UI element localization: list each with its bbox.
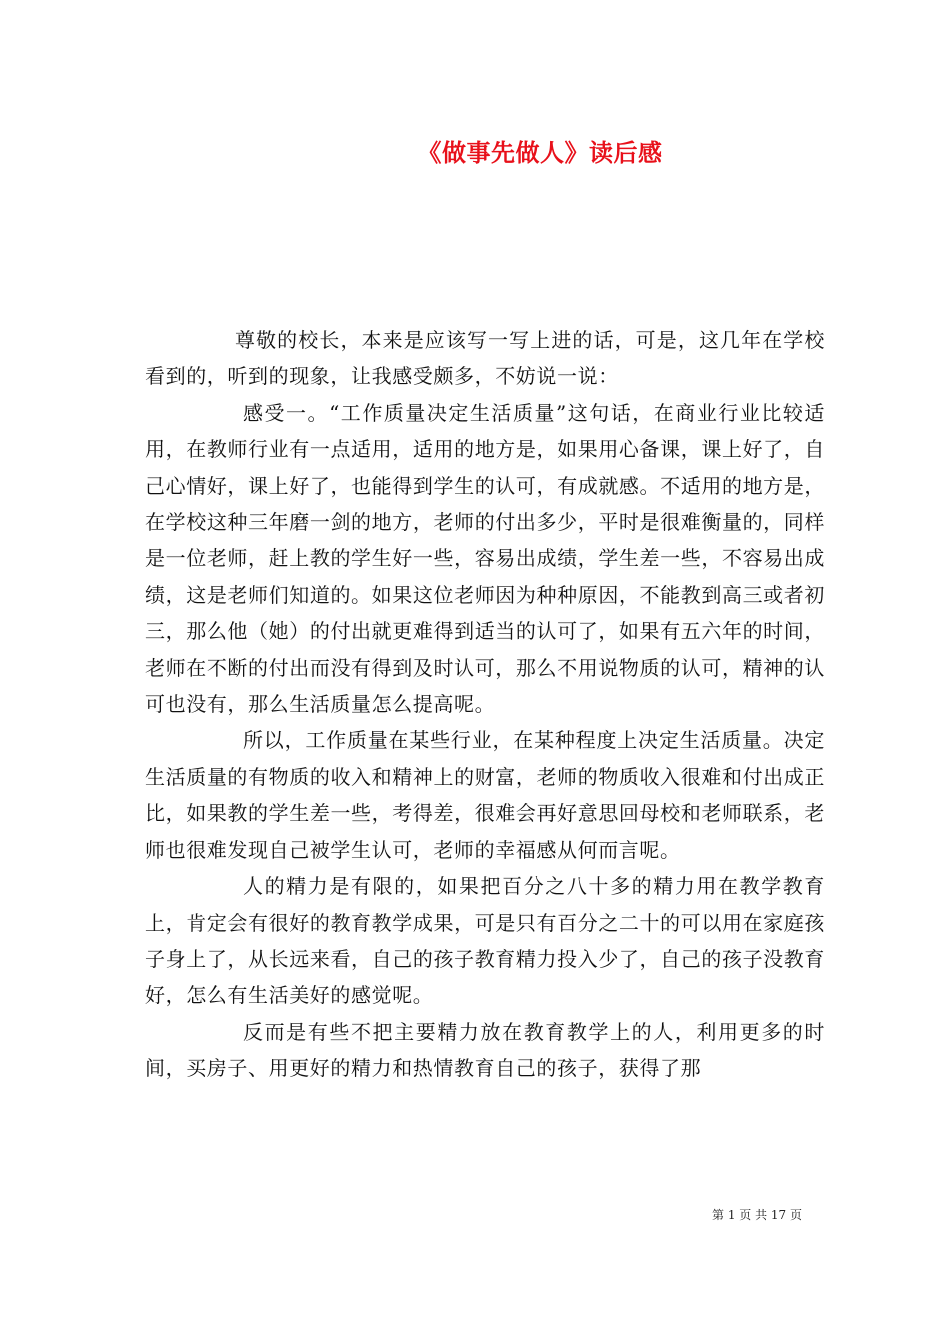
paragraph-so: 所以，工作质量在某些行业，在某种程度上决定生活质量。决定生活质量的有物质的收入和精神上的财富，老师的物质收入很难和付出成正比，如果教的学生差一些，考得差，很难会再好意思回母校和老师联系，老师也很难发现自己被学生认可，老师的幸福感从何而言呢。 [145,728,825,862]
paragraph-intro: 尊敬的校长，本来是应该写一写上进的话，可是，这几年在学校看到的，听到的现象，让我感受颇多，不妨说一说： [145,328,825,389]
paragraph-energy: 人的精力是有限的，如果把百分之八十多的精力用在教学教育上，肯定会有很好的教育教学成果，可是只有百分之二十的可以用在家庭孩子身上了，从长远来看，自己的孩子教育精力投入少了，自己的孩子没教育好，怎么有生活美好的感觉呢。 [145,874,825,1008]
paragraph-feeling-one: 感受一。“工作质量决定生活质量”这句话，在商业行业比较适用，在教师行业有一点适用，适用的地方是，如果用心备课，课上好了，自己心情好，课上好了，也能得到学生的认可，有成就感。不适用的地方是，在学校这种三年磨一剑的地方，老师的付出多少，平时是很难衡量的，同样是一位老师，赶上教的学生好一些，容易出成绩，学生差一些，不容易出成绩，这是老师们知道的。如果这位老师因为种种原因，不能教到高三或者初三，那么他（她）的付出就更难得到适当的认可了，如果有五六年的时间，老师在不断的付出而没有得到及时认可，那么不用说物质的认可，精神的认可也没有，那么生活质量怎么提高呢。 [145,400,825,717]
page-number-footer: 第 1 页 共 17 页 [712,1208,802,1222]
paragraph-contrast: 反而是有些不把主要精力放在教育教学上的人，利用更多的时间，买房子、用更好的精力和热情教育自己的孩子，获得了那 [145,1019,825,1081]
document-body [145,322,825,1087]
document-title: 《做事先做人》读后感 [417,138,663,167]
